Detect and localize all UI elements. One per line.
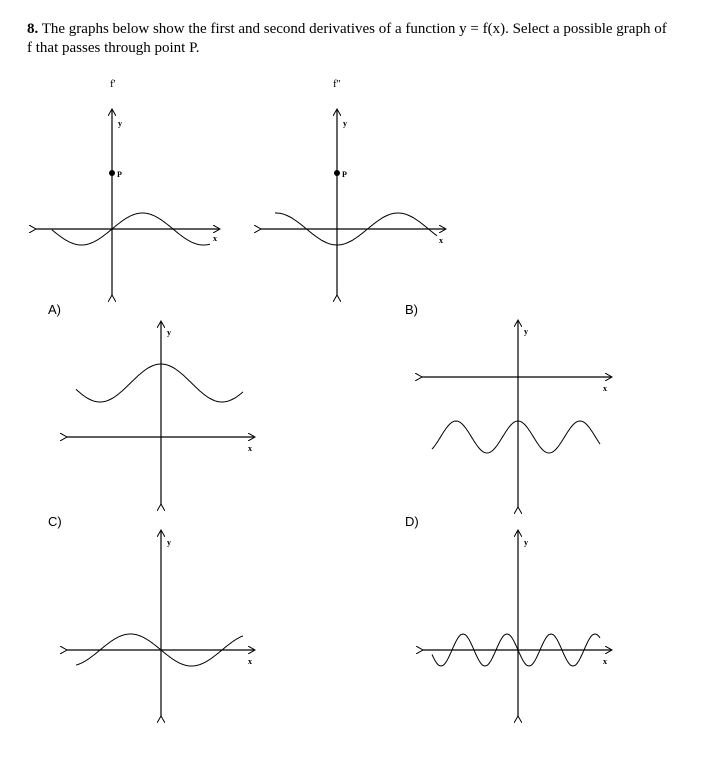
choice-a-graph[interactable] (66, 322, 254, 505)
choice-b-y-label: y (524, 327, 528, 336)
f-double-prime-x-label: x (439, 236, 443, 245)
choice-c-x-label: x (248, 657, 252, 666)
choice-b-label[interactable]: B) (405, 302, 418, 317)
choice-a-label[interactable]: A) (48, 302, 61, 317)
choice-c-label[interactable]: C) (48, 514, 62, 529)
question-number: 8. (27, 21, 39, 37)
f-double-prime-graph (260, 110, 445, 296)
f-prime-point-p (109, 170, 115, 176)
f-double-prime-point-p (334, 170, 340, 176)
choice-b-x-label: x (603, 384, 607, 393)
f-double-prime-p-label: P (342, 170, 347, 179)
choice-b-curve (432, 421, 600, 453)
question-body: The graphs below show the first and second derivatives of a function y = f(x). Select a possible graph of f that passes through point P. (27, 21, 667, 56)
choice-a-y-label: y (167, 328, 171, 337)
choice-d-y-label: y (524, 538, 528, 547)
f-prime-y-label: y (118, 119, 122, 128)
choice-a-x-label: x (248, 444, 252, 453)
choice-b-graph[interactable] (421, 321, 611, 508)
choice-d-x-label: x (603, 657, 607, 666)
choice-d-label[interactable]: D) (405, 514, 419, 529)
f-prime-label: f' (110, 78, 116, 90)
choice-a-curve (76, 364, 243, 402)
choice-c-y-label: y (167, 538, 171, 547)
f-prime-graph (35, 110, 219, 296)
f-double-prime-label: f'' (333, 78, 341, 90)
f-prime-x-label: x (213, 234, 217, 243)
choice-d-graph[interactable] (422, 531, 611, 717)
f-prime-p-label: P (117, 170, 122, 179)
f-double-prime-y-label: y (343, 119, 347, 128)
choice-c-graph[interactable] (66, 531, 254, 717)
